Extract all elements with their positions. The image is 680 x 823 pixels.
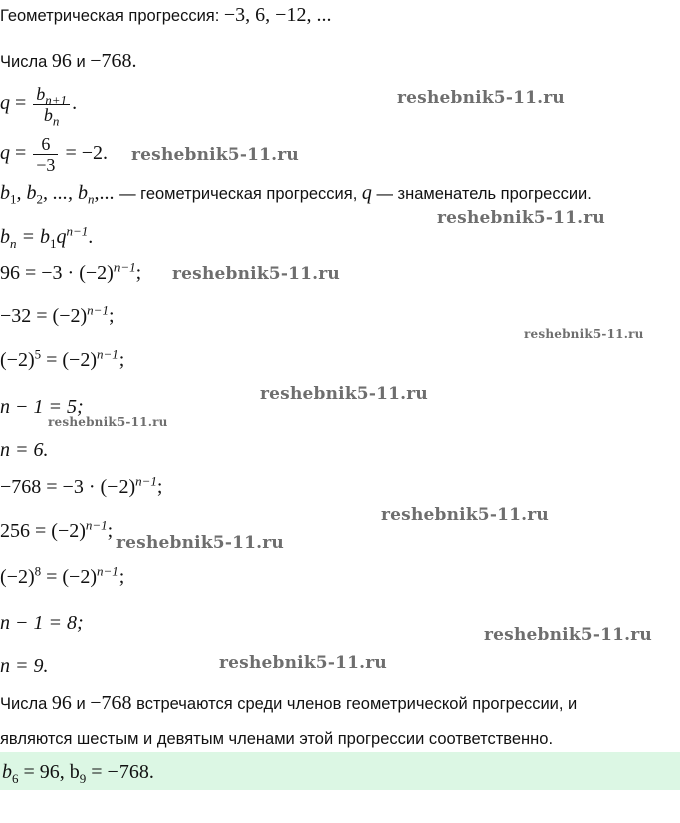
equation-6: $256 = (-2)^{n-1}$; [0,517,114,542]
equation-7: $(-2)^8 = (-2)^{n-1}$; [0,563,125,588]
watermark: reshebnik5-11.ru [381,505,549,525]
watermark: reshebnik5-11.ru [484,625,652,645]
watermark: reshebnik5-11.ru [131,145,299,165]
watermark: reshebnik5-11.ru [437,208,605,228]
watermark: reshebnik5-11.ru [219,653,387,673]
equation-8: n − 1 = 8; [0,612,84,634]
progression-statement: Геометрическая прогрессия: −3, 6, −12, ... [0,4,332,26]
equation-4: n − 1 = 5; [0,396,84,418]
result-n6: n = 6. [0,439,49,461]
answer-formula: $b_6 = 96$, $b_9 = -768$. [2,761,154,786]
ratio-fraction: $\frac{b_{n+1}}{b_n}$ [33,84,70,125]
nth-term-formula: $b_n = b_1q^{n-1}$. [0,223,94,251]
watermark: reshebnik5-11.ru [260,384,428,404]
ratio-formula: q = $\frac{b_{n+1}}{b_n}$ . [0,84,78,129]
equation-3: $(-2)^5 = (-2)^{n-1}$; [0,346,125,371]
watermark: reshebnik5-11.ru [524,327,644,341]
equation-2: $-32 = (-2)^{n-1}$; [0,302,115,327]
watermark: reshebnik5-11.ru [397,88,565,108]
equation-5: $-768 = -3 \cdot (-2)^{n-1}$; [0,473,163,498]
watermark: reshebnik5-11.ru [48,415,168,429]
result-n9: n = 9. [0,655,49,677]
conclusion-line-2: являются шестым и девятым членами этой прогрессии соответственно. [0,730,554,748]
ratio-value-fraction: $\frac{6}{-3}$ [33,134,58,175]
sequence-formula: −3, 6, −12, ... [223,4,332,26]
definition-line: $b_1$, $b_2$, ..., $b_n$,... — геометрическая прогрессия, q — знаменатель прогрессии. [0,182,592,207]
watermark: reshebnik5-11.ru [172,264,340,284]
equation-1: $96 = -3 \cdot (-2)^{n-1}$; [0,259,142,284]
conclusion-line-1: Числа 96 и −768 встречаются среди членов геометрической прогрессии, и [0,692,578,714]
ratio-value: q = $\frac{6}{-3}$ = −2. [0,134,108,175]
watermark: reshebnik5-11.ru [116,533,284,553]
numbers-statement: Числа 96 и −768. [0,50,137,72]
